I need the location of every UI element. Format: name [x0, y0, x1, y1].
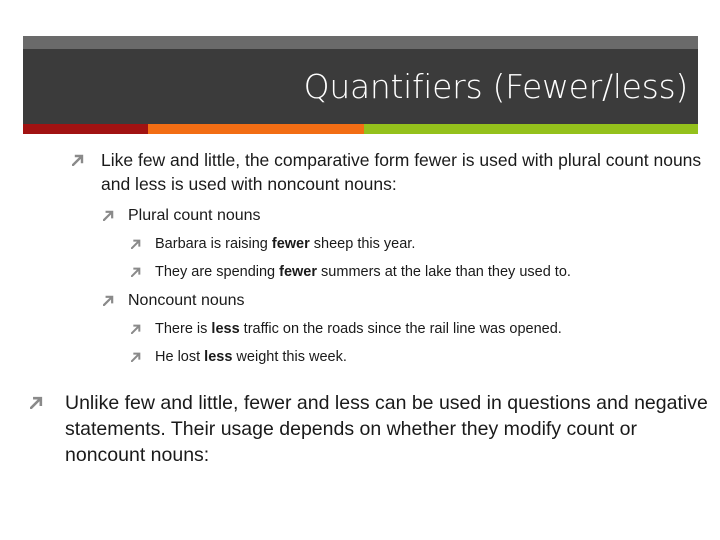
arrow-up-right-icon	[131, 352, 141, 362]
bullet-point-2	[30, 390, 710, 468]
sub-bullet-plural	[103, 205, 693, 227]
emphasis-word: less	[211, 321, 240, 337]
emphasis-word: less	[204, 349, 233, 365]
example-1	[131, 234, 701, 254]
title-band	[23, 49, 698, 124]
arrow-up-right-icon	[72, 154, 84, 166]
bullet-text: Like few and little, the comparative form fewer is used with plural count nouns and less is used with noncount nouns:	[101, 150, 702, 194]
emphasis-word: fewer	[271, 236, 310, 252]
arrow-up-right-icon	[30, 396, 43, 409]
bullet-point-1	[72, 148, 702, 196]
arrow-up-right-icon	[131, 324, 141, 334]
bullet-text: Unlike few and little, fewer and less can be used in questions and negative statements. Their usage depends on whether they modify count or noncount nouns:	[65, 392, 708, 466]
example-text: They are spending fewer summers at the lake than they used to.	[155, 264, 571, 280]
example-text: Barbara is raising fewer sheep this year.	[155, 236, 416, 252]
accent-bar-orange	[148, 124, 364, 134]
arrow-up-right-icon	[103, 295, 114, 306]
accent-bar-red	[23, 124, 148, 134]
sub-bullet-text: Plural count nouns	[128, 207, 261, 224]
sub-bullet-noncount	[103, 290, 693, 312]
example-4	[131, 347, 701, 367]
emphasis-word: fewer	[279, 264, 318, 280]
example-text: There is less traffic on the roads since the rail line was opened.	[155, 321, 562, 337]
arrow-up-right-icon	[131, 267, 141, 277]
arrow-up-right-icon	[103, 210, 114, 221]
accent-bar-green	[364, 124, 698, 134]
sub-bullet-text: Noncount nouns	[128, 292, 245, 309]
example-2	[131, 262, 701, 282]
title-top-band	[23, 36, 698, 49]
example-text: He lost less weight this week.	[155, 349, 347, 365]
slide-title: Quantifiers (Fewer/less)	[303, 67, 688, 106]
arrow-up-right-icon	[131, 239, 141, 249]
example-3	[131, 319, 701, 339]
